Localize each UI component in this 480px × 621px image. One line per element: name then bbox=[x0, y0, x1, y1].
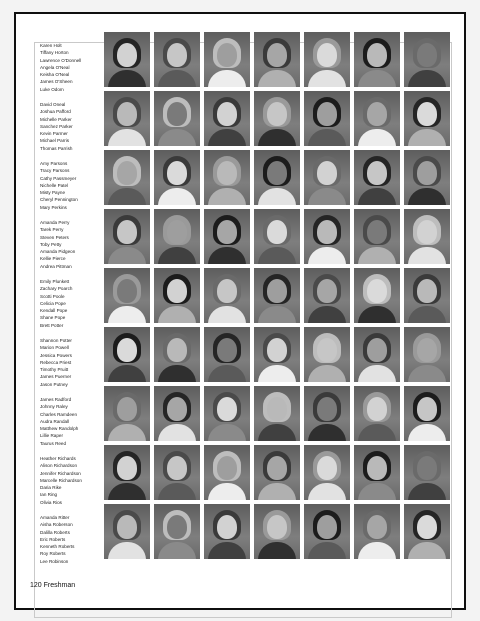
student-name: Scotti Poole bbox=[40, 293, 65, 299]
student-name: Zachary Poarch bbox=[40, 286, 73, 292]
photo-row bbox=[104, 504, 440, 559]
student-name: Sanchez Parker bbox=[40, 123, 73, 129]
student-portrait bbox=[404, 445, 450, 500]
portrait-face bbox=[167, 456, 187, 480]
student-portrait bbox=[204, 209, 250, 264]
student-name: Mary Perkins bbox=[40, 204, 67, 210]
student-name: Tiffany Horton bbox=[40, 50, 69, 56]
student-portrait bbox=[104, 268, 150, 323]
student-name: Emily Plunkett bbox=[40, 279, 70, 284]
portrait-face bbox=[217, 43, 237, 67]
portrait-face bbox=[267, 515, 287, 539]
portrait-face bbox=[167, 397, 187, 421]
student-portrait bbox=[304, 32, 350, 87]
student-name: Olivia Rios bbox=[40, 499, 62, 505]
student-name: Taurus Reed bbox=[40, 440, 67, 446]
portrait-face bbox=[417, 220, 437, 244]
student-name: Andrea Pittman bbox=[40, 263, 72, 269]
student-name: Michael Parris bbox=[40, 138, 70, 144]
student-portrait bbox=[254, 445, 300, 500]
student-name: Steven Peters bbox=[40, 234, 69, 240]
portrait-face bbox=[417, 456, 437, 480]
student-portrait bbox=[154, 150, 200, 205]
portrait-face bbox=[117, 397, 137, 421]
photo-row bbox=[104, 268, 440, 323]
student-portrait bbox=[354, 445, 400, 500]
student-name: Audra Randall bbox=[40, 418, 70, 424]
portrait-face bbox=[217, 397, 237, 421]
student-portrait bbox=[104, 445, 150, 500]
portrait-face bbox=[217, 515, 237, 539]
portrait-face bbox=[417, 102, 437, 126]
student-name: Ian Ring bbox=[40, 492, 58, 498]
student-portrait bbox=[104, 32, 150, 87]
student-name: Jessica Powers bbox=[40, 352, 72, 358]
portrait-face bbox=[417, 43, 437, 67]
student-name: Dalilla Roberts bbox=[40, 529, 70, 535]
portrait-face bbox=[317, 515, 337, 539]
student-portrait bbox=[254, 150, 300, 205]
student-portrait bbox=[304, 150, 350, 205]
student-portrait bbox=[104, 504, 150, 559]
student-portrait bbox=[404, 327, 450, 382]
student-name: Shannon Potter bbox=[40, 338, 72, 343]
student-portrait bbox=[304, 268, 350, 323]
student-name: Jennifer Richardson bbox=[40, 470, 81, 476]
portrait-face bbox=[367, 397, 387, 421]
student-name: Cheryl Pennington bbox=[40, 197, 78, 203]
student-portrait bbox=[404, 150, 450, 205]
student-portrait bbox=[254, 386, 300, 441]
portrait-face bbox=[267, 43, 287, 67]
portrait-face bbox=[267, 279, 287, 303]
student-name: Amanda Perry bbox=[40, 220, 70, 225]
portrait-face bbox=[217, 338, 237, 362]
student-name: Daria Rike bbox=[40, 485, 62, 491]
student-portrait bbox=[154, 445, 200, 500]
student-portrait bbox=[354, 32, 400, 87]
photo-row bbox=[104, 445, 440, 500]
portrait-face bbox=[217, 456, 237, 480]
student-name: Keisha O'Neal bbox=[40, 72, 70, 78]
student-name: Amanda Ritter bbox=[40, 515, 70, 520]
student-name: James O'Sheen bbox=[40, 79, 73, 85]
portrait-face bbox=[417, 397, 437, 421]
student-portrait bbox=[304, 504, 350, 559]
portrait-face bbox=[317, 43, 337, 67]
student-portrait bbox=[354, 327, 400, 382]
student-name: Angela O'Neal bbox=[40, 64, 70, 70]
student-portrait bbox=[354, 150, 400, 205]
student-portrait bbox=[204, 150, 250, 205]
student-name: Shane Pope bbox=[40, 315, 66, 321]
student-portrait bbox=[254, 268, 300, 323]
portrait-face bbox=[117, 279, 137, 303]
student-portrait bbox=[304, 91, 350, 146]
student-portrait bbox=[354, 386, 400, 441]
student-portrait bbox=[104, 91, 150, 146]
student-portrait bbox=[204, 445, 250, 500]
name-group-3 bbox=[40, 160, 104, 211]
portrait-face bbox=[267, 397, 287, 421]
name-group-5 bbox=[40, 278, 104, 329]
student-portrait bbox=[154, 327, 200, 382]
portrait-face bbox=[267, 456, 287, 480]
page-footer bbox=[30, 582, 75, 589]
portrait-face bbox=[417, 161, 437, 185]
portrait-face bbox=[367, 43, 387, 67]
student-name: Timothy Pruitt bbox=[40, 367, 69, 373]
portrait-face bbox=[217, 102, 237, 126]
student-portrait bbox=[204, 504, 250, 559]
student-portrait bbox=[204, 386, 250, 441]
portrait-face bbox=[267, 102, 287, 126]
name-group-6 bbox=[40, 337, 104, 388]
portrait-face bbox=[117, 515, 137, 539]
name-group-1 bbox=[40, 42, 104, 93]
student-portrait bbox=[304, 445, 350, 500]
portrait-face bbox=[167, 102, 187, 126]
portrait-face bbox=[317, 161, 337, 185]
student-portrait bbox=[104, 150, 150, 205]
portrait-face bbox=[317, 397, 337, 421]
student-name: Aisha Roberson bbox=[40, 522, 73, 528]
portrait-face bbox=[167, 161, 187, 185]
portrait-face bbox=[317, 279, 337, 303]
photo-row bbox=[104, 150, 440, 205]
student-name: James Puerner bbox=[40, 374, 72, 380]
student-portrait bbox=[354, 504, 400, 559]
student-portrait bbox=[254, 209, 300, 264]
portrait-face bbox=[167, 220, 187, 244]
student-portrait bbox=[104, 386, 150, 441]
student-portrait bbox=[354, 268, 400, 323]
student-name: Kenneth Roberts bbox=[40, 544, 75, 550]
student-portrait bbox=[404, 209, 450, 264]
portrait-face bbox=[267, 161, 287, 185]
student-portrait bbox=[254, 504, 300, 559]
portrait-face bbox=[117, 338, 137, 362]
student-portrait bbox=[204, 268, 250, 323]
student-portrait bbox=[304, 327, 350, 382]
student-name: Karen Holt bbox=[40, 43, 62, 48]
student-name: Jason Putney bbox=[40, 381, 68, 387]
portrait-face bbox=[167, 43, 187, 67]
portrait-face bbox=[367, 279, 387, 303]
student-portrait bbox=[304, 209, 350, 264]
student-name: Misty Payne bbox=[40, 190, 66, 196]
photo-row bbox=[104, 327, 440, 382]
portrait-face bbox=[167, 515, 187, 539]
student-portrait bbox=[254, 91, 300, 146]
portrait-face bbox=[417, 338, 437, 362]
portrait-face bbox=[117, 220, 137, 244]
student-name: Lawrence O'Donnell bbox=[40, 57, 82, 63]
student-name: Amy Parsons bbox=[40, 161, 68, 166]
student-name: Nichelle Patel bbox=[40, 182, 69, 188]
portrait-face bbox=[117, 161, 137, 185]
portrait-face bbox=[267, 220, 287, 244]
portrait-face bbox=[117, 102, 137, 126]
student-name: Eric Roberts bbox=[40, 536, 66, 542]
student-name: Lillie Raper bbox=[40, 433, 63, 439]
name-group-9 bbox=[40, 514, 104, 565]
photo-row bbox=[104, 91, 440, 146]
student-name: Kendall Pope bbox=[40, 308, 68, 314]
student-name: Heather Richards bbox=[40, 456, 76, 461]
portrait-face bbox=[117, 43, 137, 67]
student-portrait bbox=[404, 91, 450, 146]
student-portrait bbox=[154, 91, 200, 146]
student-name: Kevin Parmer bbox=[40, 131, 68, 137]
student-portrait bbox=[104, 209, 150, 264]
photo-row bbox=[104, 386, 440, 441]
name-group-7 bbox=[40, 396, 104, 447]
student-name: James Radford bbox=[40, 397, 72, 402]
student-name: Matthew Randolph bbox=[40, 426, 79, 432]
student-portrait bbox=[154, 504, 200, 559]
student-portrait bbox=[154, 209, 200, 264]
portrait-face bbox=[367, 102, 387, 126]
student-portrait bbox=[204, 327, 250, 382]
student-portrait bbox=[354, 209, 400, 264]
student-portrait bbox=[304, 386, 350, 441]
student-name: Alison Richardson bbox=[40, 463, 78, 469]
student-portrait bbox=[154, 32, 200, 87]
student-name: Brett Potter bbox=[40, 322, 64, 328]
student-name: Michelle Parker bbox=[40, 116, 72, 122]
student-portrait bbox=[204, 32, 250, 87]
portrait-face bbox=[317, 338, 337, 362]
student-portrait bbox=[354, 91, 400, 146]
portrait-face bbox=[367, 456, 387, 480]
student-portrait bbox=[254, 327, 300, 382]
student-name: Joshua Pafford bbox=[40, 109, 71, 115]
student-portrait bbox=[104, 327, 150, 382]
portrait-face bbox=[167, 338, 187, 362]
student-name: Marion Powell bbox=[40, 345, 69, 351]
student-name: Amanda Pidgeon bbox=[40, 249, 76, 255]
student-name: Cathy Passmeyer bbox=[40, 175, 77, 181]
photo-row bbox=[104, 209, 440, 264]
portrait-face bbox=[217, 220, 237, 244]
student-name: David Oneal bbox=[40, 102, 66, 107]
portrait-face bbox=[167, 279, 187, 303]
name-group-8 bbox=[40, 455, 104, 506]
name-group-2 bbox=[40, 101, 104, 152]
portrait-face bbox=[117, 456, 137, 480]
portrait-face bbox=[417, 279, 437, 303]
student-portrait bbox=[404, 386, 450, 441]
student-name: Rebecca Priest bbox=[40, 359, 72, 365]
student-name: Johnny Raley bbox=[40, 404, 68, 410]
student-name: Tracy Parsons bbox=[40, 168, 70, 174]
portrait-face bbox=[367, 161, 387, 185]
student-portrait bbox=[254, 32, 300, 87]
student-portrait bbox=[154, 268, 200, 323]
page-number: 120 bbox=[30, 582, 42, 589]
photo-row bbox=[104, 32, 440, 87]
portrait-face bbox=[317, 220, 337, 244]
student-name: Roy Roberts bbox=[40, 551, 66, 557]
section-label: Freshman bbox=[43, 582, 76, 589]
portrait-face bbox=[417, 515, 437, 539]
student-portrait bbox=[204, 91, 250, 146]
student-name: Tarek Perry bbox=[40, 227, 64, 233]
student-name: Celicia Pope bbox=[40, 300, 66, 306]
student-name: Toby Petty bbox=[40, 241, 62, 247]
student-portrait bbox=[404, 268, 450, 323]
name-group-4 bbox=[40, 219, 104, 270]
student-portrait bbox=[404, 504, 450, 559]
student-portrait bbox=[154, 386, 200, 441]
portrait-face bbox=[367, 220, 387, 244]
student-name: Thomas Parrish bbox=[40, 145, 73, 151]
portrait-face bbox=[367, 338, 387, 362]
portrait-face bbox=[217, 161, 237, 185]
student-name: Charles Ramdeen bbox=[40, 411, 78, 417]
portrait-face bbox=[317, 456, 337, 480]
student-name: Lee Robinson bbox=[40, 558, 69, 564]
student-name: Luke Odom bbox=[40, 86, 64, 92]
portrait-face bbox=[267, 338, 287, 362]
student-portrait bbox=[404, 32, 450, 87]
student-name: Marcelle Richardson bbox=[40, 477, 82, 483]
portrait-face bbox=[217, 279, 237, 303]
portrait-face bbox=[317, 102, 337, 126]
student-name: Kellie Pierce bbox=[40, 256, 66, 262]
portrait-face bbox=[367, 515, 387, 539]
